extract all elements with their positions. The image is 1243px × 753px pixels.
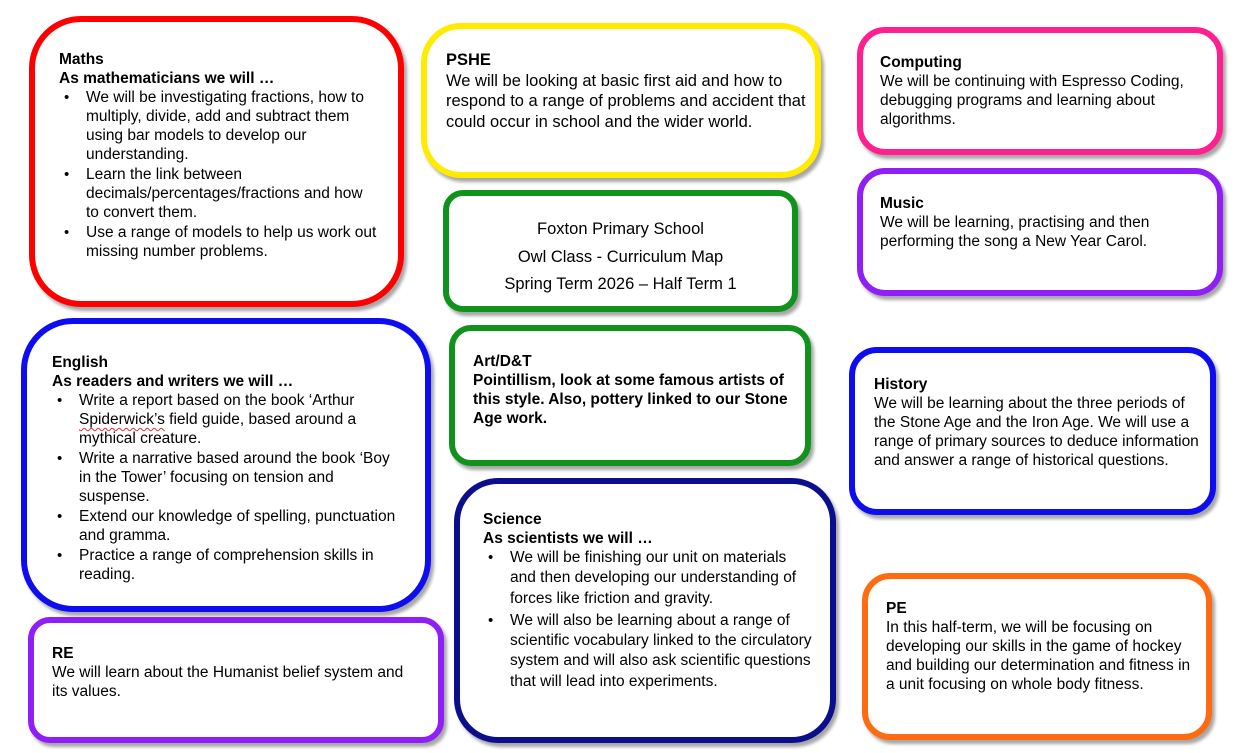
art-box [449,325,811,466]
history-heading: History [874,376,928,393]
english-subheading: As readers and writers we will … [52,373,294,390]
maths-box [29,16,404,307]
history-box [849,347,1216,515]
computing-box [857,27,1223,155]
term-title: Spring Term 2026 – Half Term 1 [504,275,737,293]
list-item: • We will also be learning about a range of scientific vocabulary linked to the circulatory system and will also ask scientific questions that will lead into experiments. [483,611,813,692]
re-heading: RE [52,645,74,662]
re-text: We will learn about the Humanist belief system and its values. [52,664,404,700]
list-item: • We will be finishing our unit on materials and then developing our understanding of forces like friction and gravity. [483,548,813,609]
list-item: • Extend our knowledge of spelling, punctuation and gramma. [52,507,402,545]
re-box [28,617,444,743]
computing-text: We will be continuing with Espresso Coding, debugging programs and learning about algorithms. [880,73,1184,128]
pe-box [862,573,1212,740]
history-text: We will be learning about the three periods of the Stone Age and the Iron Age. We will use a range of primary sources to deduce information and answer a range of historical questions. [874,395,1199,469]
class-map-title: Owl Class - Curriculum Map [517,247,724,266]
list-item-text: field guide, based around a mythical creature. [79,411,357,447]
art-text: Pointillism, look at some famous artists of this style. Also, pottery linked to our Stone Age work. [473,372,788,427]
pshe-text: We will be looking at basic first aid and how to respond to a range of problems and accident that could occur in school and the wider world. [446,71,806,131]
english-list [52,391,402,584]
maths-subheading: As mathematicians we will … [59,70,275,87]
pshe-box [421,23,821,178]
title-box [443,190,798,312]
music-heading: Music [880,195,924,212]
pe-heading: PE [886,600,907,617]
spelling-flag: Spiderwick’s [79,411,165,428]
art-heading: Art/D&T [473,353,532,370]
science-list [483,548,813,692]
music-box [857,168,1223,296]
list-item: • Practice a range of comprehension skills in reading. [52,546,402,584]
maths-heading: Maths [59,51,104,68]
science-heading: Science [483,511,542,528]
school-name: Foxton Primary School [537,220,704,238]
list-item: • Write a narrative based around the book ‘Boy in the Tower’ focusing on tension and suspense. [52,449,402,506]
list-item [52,391,402,448]
maths-list [59,88,379,261]
pe-text: In this half-term, we will be focusing on developing our skills in the game of hockey and building our determination and fitness in a unit focusing on whole body fitness. [886,619,1191,693]
computing-heading: Computing [880,54,962,71]
science-box [454,478,836,743]
english-heading: English [52,354,108,371]
list-item: • We will be investigating fractions, how to multiply, divide, add and subtract them using bar models to develop our understanding. [59,88,379,164]
list-item: • Use a range of models to help us work out missing number problems. [59,223,379,261]
english-box [21,318,431,612]
music-text: We will be learning, practising and then performing the song a New Year Carol. [880,214,1150,250]
pshe-heading: PSHE [446,51,491,69]
science-subheading: As scientists we will … [483,530,653,547]
list-item: • Learn the link between decimals/percentages/fractions and how to convert them. [59,165,379,222]
list-item-text: Write a report based on the book ‘Arthur [79,392,355,409]
